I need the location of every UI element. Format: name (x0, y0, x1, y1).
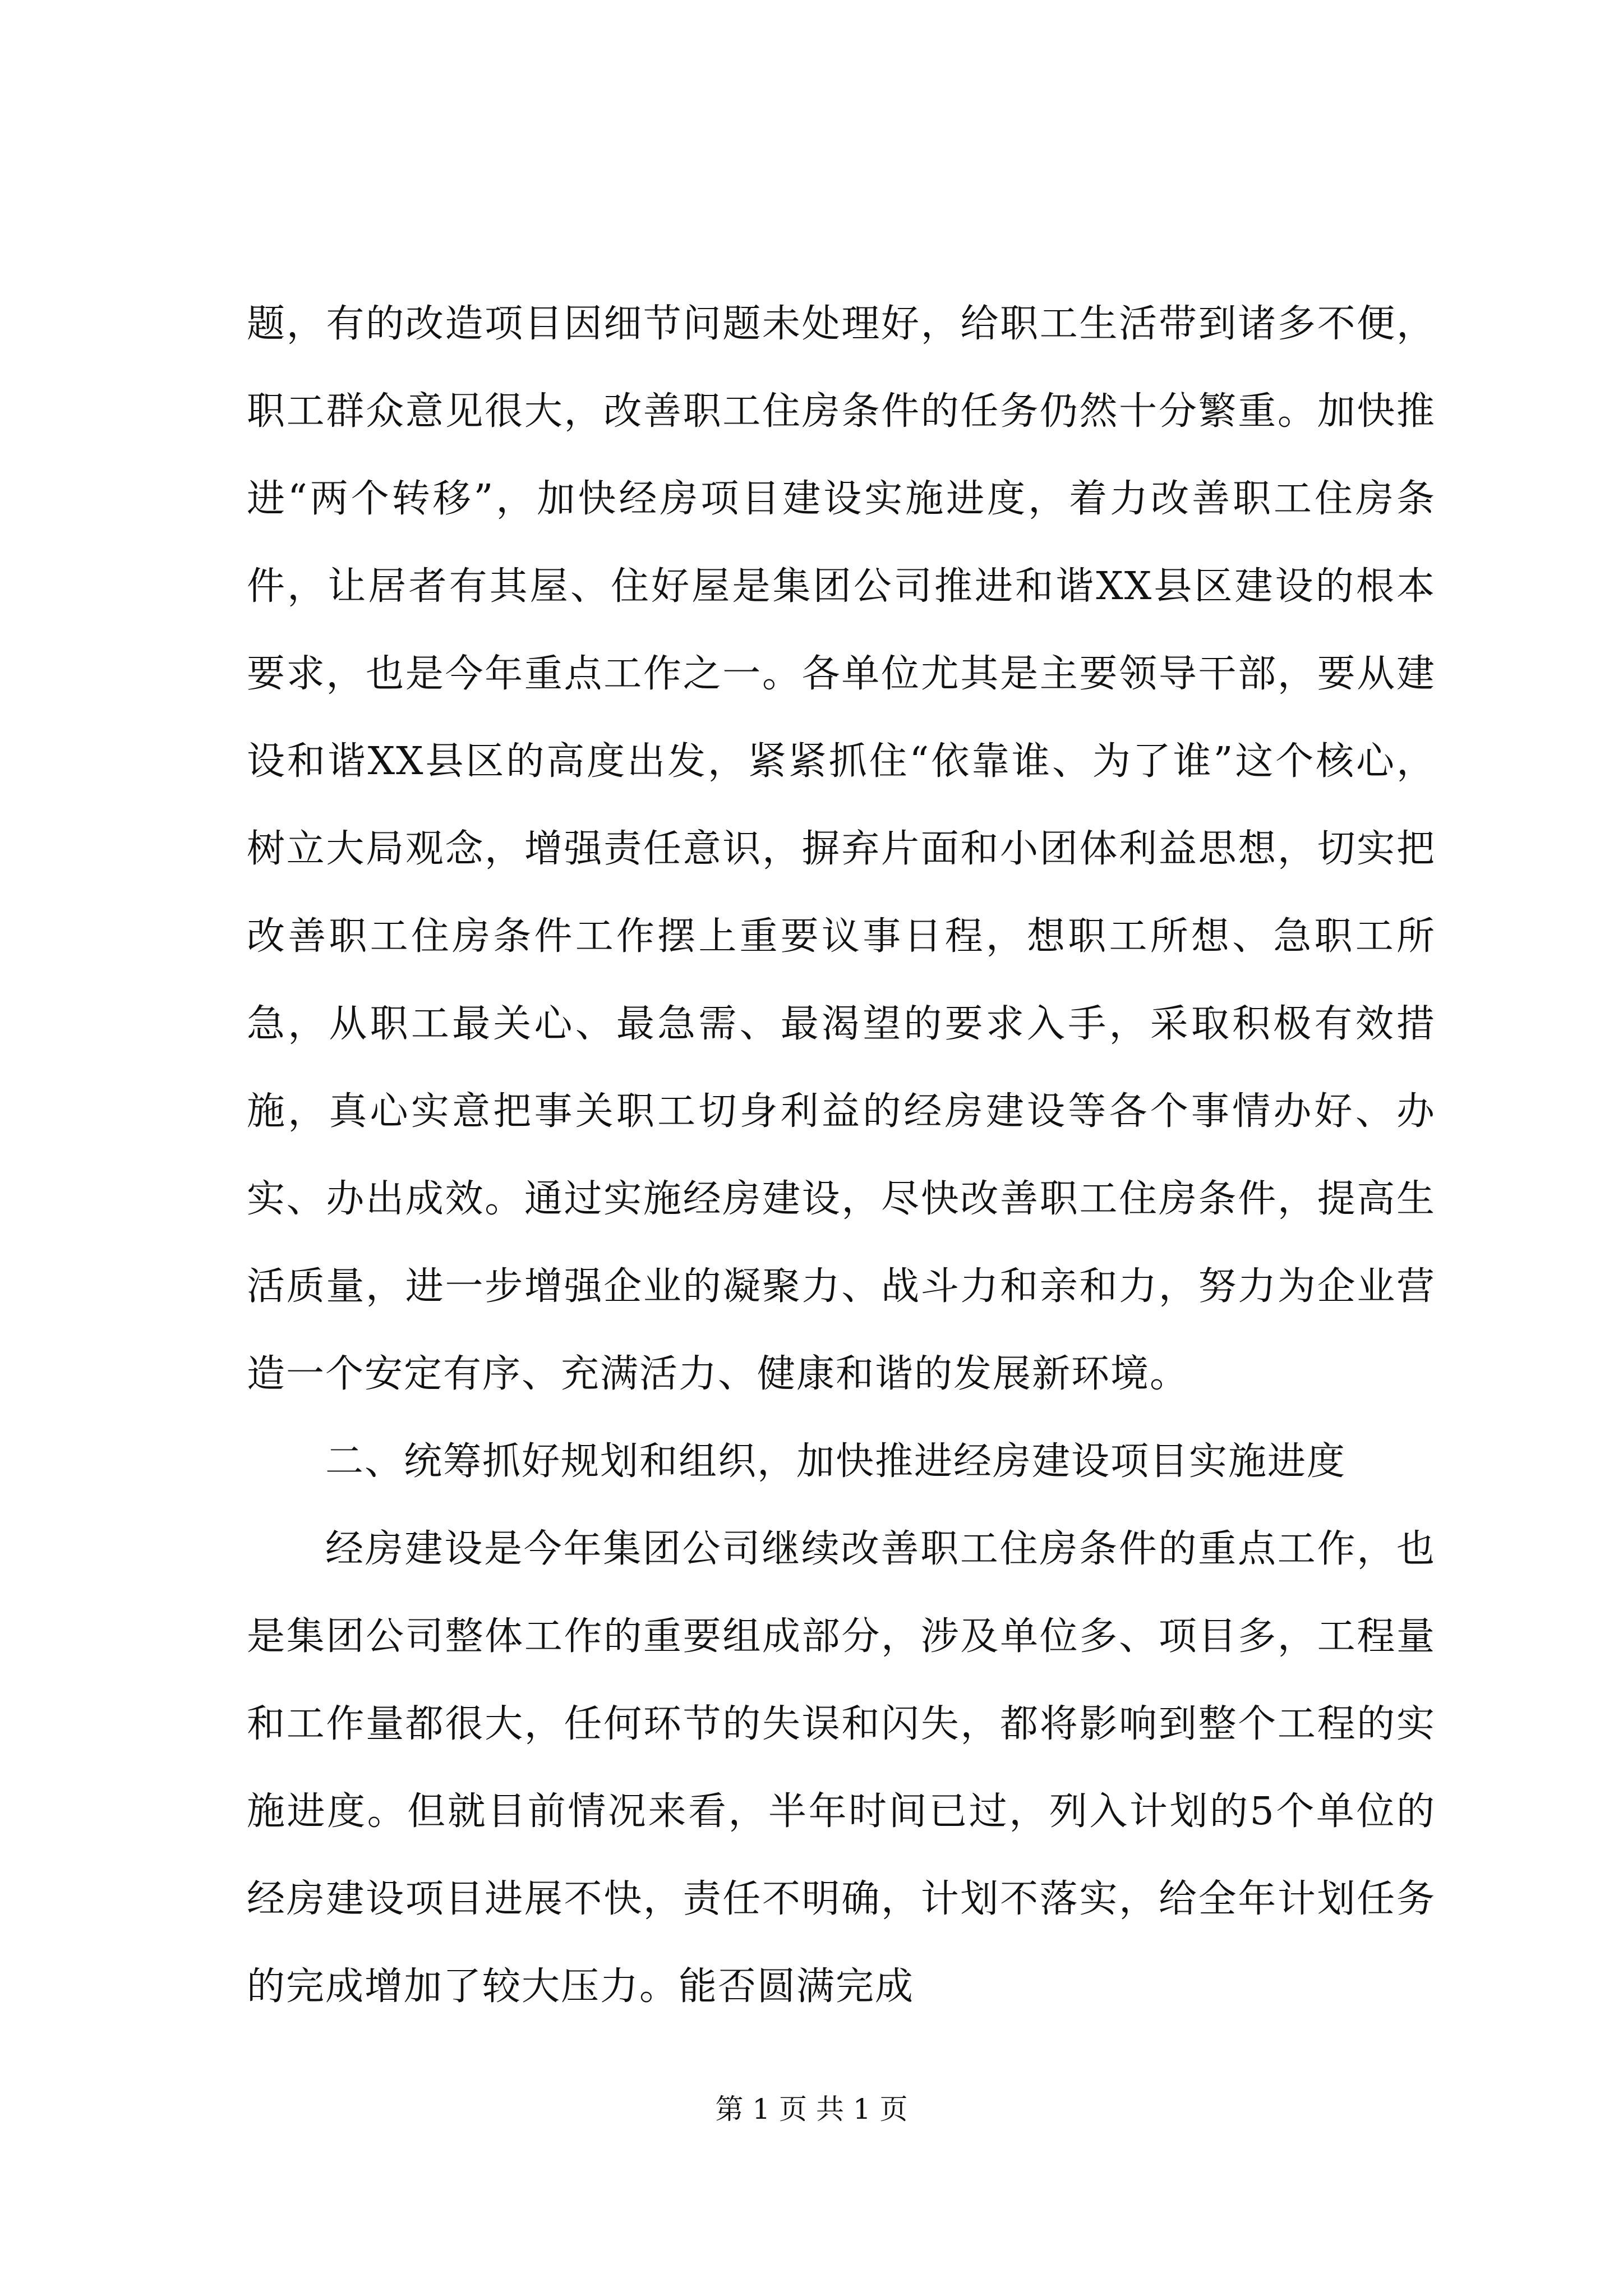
paragraph-3: 经房建设是今年集团公司继续改善职工住房条件的重点工作，也是集团公司整体工作的重要组成部分，涉及单位多、项目多，工程量和工作量都很大，任何环节的失误和闪失，都将影响到整个工程的实施进度。但就目前情况来看，半年时间已过，列入计划的5个单位的经房建设项目进展不快，责任不明确，计划不落实，给全年计划任务的完成增加了较大压力。能否圆满完成 (247, 1527, 1436, 2009)
page-footer: 第 1 页 共 1 页 (715, 2093, 908, 2125)
section-heading-2: 二、统筹抓好规划和组织，加快推进经房建设项目实施进度 (325, 1439, 1347, 1484)
paragraph-1: 题，有的改造项目因细节问题未处理好，给职工生活带到诸多不便，职工群众意见很大，改善职工住房条件的任务仍然十分繁重。加快推进“两个转移”，加快经房项目建设实施进度，着力改善职工住房条件，让居者有其屋、住好屋是集团公司推进和谐XX县区建设的根本要求，也是今年重点工作之一。各单位尤其是主要领导干部，要从建设和谐XX县区的高度出发，紧紧抓住“依靠谁、为了谁”这个核心，树立大局观念，增强责任意识，摒弃片面和小团体利益思想，切实把改善职工住房条件工作摆上重要议事日程，想职工所想、急职工所急，从职工最关心、最急需、最渴望的要求入手，采取积极有效措施，真心实意把事关职工切身利益的经房建设等各个事情办好、办实、办出成效。通过实施经房建设，尽快改善职工住房条件，提高生活质量，进一步增强企业的凝聚力、战斗力和亲和力，努力为企业营造一个安定有序、充满活力、健康和谐的发展新环境。 (247, 302, 1436, 1396)
document-body (247, 280, 1436, 2031)
